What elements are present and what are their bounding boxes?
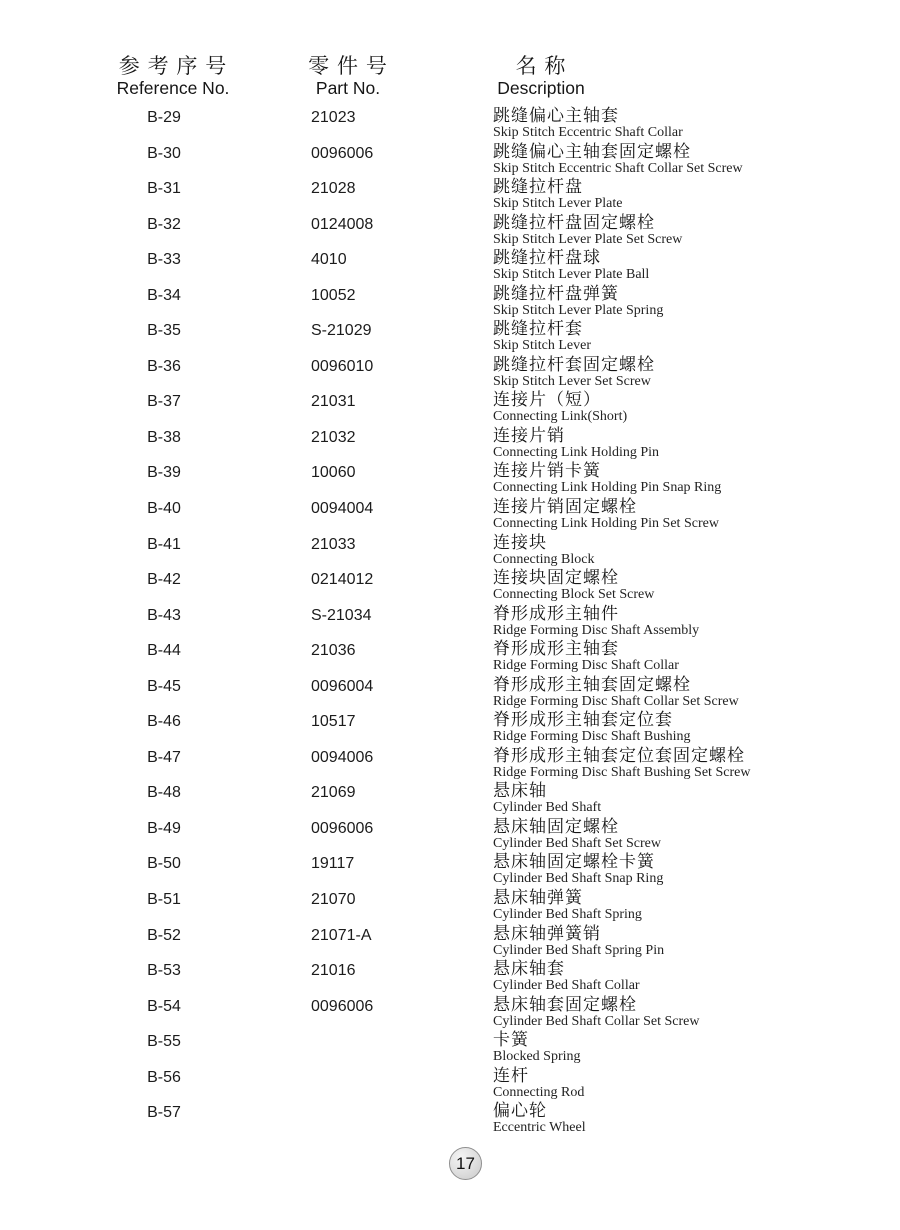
table-row [0, 674, 900, 713]
table-row [0, 179, 900, 215]
description [493, 426, 659, 460]
column-header-part-no [275, 55, 421, 98]
description-en: Cylinder Bed Shaft Spring [493, 907, 642, 923]
description-en: Ridge Forming Disc Shaft Collar Set Screw [493, 693, 739, 709]
table-row [0, 499, 900, 535]
table-row [0, 603, 900, 642]
reference-no: B-31 [147, 180, 181, 198]
description-zh: 跳缝拉杆盘弹簧 [493, 283, 619, 303]
part-no: 21032 [311, 428, 356, 446]
description [493, 1101, 586, 1135]
part-no: 0096006 [311, 997, 374, 1015]
part-no: 21071-A [311, 926, 372, 944]
description-zh: 悬床轴弹簧 [493, 888, 583, 908]
reference-no: B-55 [147, 1033, 181, 1051]
table-row [0, 745, 900, 784]
reference-no: B-32 [147, 215, 181, 233]
description-en: Skip Stitch Lever Plate [493, 196, 623, 212]
reference-no: B-48 [147, 784, 181, 802]
part-no: 10060 [311, 464, 356, 482]
description-en: Ridge Forming Disc Shaft Bushing Set Screw [493, 764, 751, 780]
reference-no: B-35 [147, 322, 181, 340]
reference-no: B-29 [147, 109, 181, 126]
description [493, 888, 642, 922]
reference-no: B-50 [147, 855, 181, 873]
part-no: S-21034 [311, 606, 372, 624]
description-zh: 脊形成形主轴套定位套 [493, 710, 673, 730]
part-no: 21036 [311, 642, 356, 660]
description-en: Cylinder Bed Shaft Collar Set Screw [493, 1013, 700, 1029]
part-no: 21031 [311, 393, 356, 411]
description-zh: 连接片销卡簧 [493, 461, 601, 481]
description-en: Connecting Block Set Screw [493, 587, 655, 603]
reference-no: B-43 [147, 606, 181, 624]
description-zh: 悬床轴弹簧销 [493, 923, 601, 943]
part-no: 0096006 [311, 144, 374, 162]
description [493, 213, 682, 247]
table-row [0, 816, 900, 855]
part-no: 21016 [311, 962, 356, 980]
description [493, 604, 699, 638]
description-en: Connecting Block [493, 551, 595, 567]
reference-no: B-51 [147, 891, 181, 909]
reference-no: B-39 [147, 464, 181, 482]
description-zh: 跳缝拉杆套 [493, 319, 583, 339]
column-header-reference-no-en: Reference No. [116, 78, 230, 98]
description [493, 1030, 581, 1064]
description-zh: 悬床轴固定螺栓 [493, 816, 619, 836]
description [493, 924, 664, 958]
description-en: Skip Stitch Lever Plate Spring [493, 302, 664, 318]
reference-no: B-45 [147, 677, 181, 695]
column-header-description-zh: 名 称 [515, 55, 567, 78]
description-en: Skip Stitch Lever Set Screw [493, 373, 651, 389]
column-header-part-no-zh: 零 件 号 [308, 55, 388, 78]
description-en: Connecting Link Holding Pin [493, 444, 660, 460]
part-no: 21028 [311, 180, 356, 198]
description-zh: 跳缝拉杆盘 [493, 177, 583, 197]
description-en: Cylinder Bed Shaft Set Screw [493, 835, 661, 851]
table-row [0, 570, 900, 606]
description-en: Connecting Link Holding Pin Snap Ring [493, 480, 722, 496]
table-row [0, 923, 900, 962]
part-no: 21069 [311, 784, 356, 802]
column-header-description [493, 55, 589, 98]
table-row [0, 212, 900, 251]
parts-table [0, 108, 900, 1139]
part-no: 21033 [311, 535, 356, 553]
reference-no: B-30 [147, 144, 181, 162]
description-en: Blocked Spring [493, 1049, 581, 1065]
description [493, 461, 721, 495]
description [493, 781, 601, 815]
table-row [0, 994, 900, 1033]
description-zh: 悬床轴套 [493, 959, 565, 979]
table-row [0, 1103, 900, 1139]
description-en: Connecting Rod [493, 1084, 585, 1100]
column-header-reference-no [100, 55, 246, 98]
description [493, 355, 655, 389]
part-no: 0096004 [311, 677, 374, 695]
description-zh: 连接片销固定螺栓 [493, 497, 637, 517]
part-no: 21070 [311, 891, 356, 909]
part-no: 10052 [311, 286, 356, 304]
description-zh: 悬床轴套固定螺栓 [493, 994, 637, 1014]
part-no: 0124008 [311, 215, 374, 233]
part-no: 0214012 [311, 571, 374, 589]
reference-no: B-53 [147, 962, 181, 980]
description [493, 533, 595, 567]
description [493, 995, 699, 1029]
part-no: 0096006 [311, 819, 374, 837]
table-row [0, 283, 900, 322]
description [493, 817, 661, 851]
description-zh: 卡簧 [493, 1030, 529, 1050]
reference-no: B-57 [147, 1104, 181, 1122]
description [493, 177, 622, 211]
description-zh: 脊形成形主轴套定位套固定螺栓 [493, 745, 745, 765]
description-en: Connecting Link Holding Pin Set Screw [493, 516, 719, 532]
reference-no: B-41 [147, 535, 181, 553]
table-row [0, 532, 900, 571]
reference-no: B-52 [147, 926, 181, 944]
description [493, 284, 663, 318]
table-row [0, 1065, 900, 1104]
part-no: 21023 [311, 109, 356, 126]
description-zh: 脊形成形主轴套 [493, 639, 619, 659]
description-en: Skip Stitch Lever Plate Ball [493, 267, 650, 283]
description-en: Ridge Forming Disc Shaft Bushing [493, 729, 691, 745]
reference-no: B-54 [147, 997, 181, 1015]
table-row [0, 890, 900, 926]
description-en: Ridge Forming Disc Shaft Assembly [493, 622, 700, 638]
description-zh: 跳缝偏心主轴套固定螺栓 [493, 141, 691, 161]
part-no: 4010 [311, 251, 347, 269]
description-zh: 脊形成形主轴套固定螺栓 [493, 674, 691, 694]
reference-no: B-47 [147, 748, 181, 766]
description [493, 746, 750, 780]
table-row [0, 641, 900, 677]
part-no: S-21029 [311, 322, 372, 340]
reference-no: B-42 [147, 571, 181, 589]
reference-no: B-46 [147, 713, 181, 731]
description-en: Eccentric Wheel [493, 1120, 586, 1136]
description [493, 106, 683, 140]
description-zh: 悬床轴 [493, 781, 547, 801]
description [493, 959, 640, 993]
part-no: 0096010 [311, 357, 374, 375]
reference-no: B-44 [147, 642, 181, 660]
description-en: Skip Stitch Lever Plate Set Screw [493, 231, 683, 247]
part-no: 10517 [311, 713, 356, 731]
column-header-description-en: Description [497, 78, 585, 98]
description-zh: 跳缝偏心主轴套 [493, 106, 619, 125]
description [493, 675, 739, 709]
description-en: Skip Stitch Eccentric Shaft Collar Set Screw [493, 160, 743, 176]
table-row [0, 108, 900, 144]
table-row [0, 712, 900, 748]
reference-no: B-40 [147, 500, 181, 518]
reference-no: B-38 [147, 428, 181, 446]
reference-no: B-56 [147, 1068, 181, 1086]
description [493, 497, 719, 531]
reference-no: B-36 [147, 357, 181, 375]
part-no: 19117 [311, 855, 355, 873]
description [493, 319, 591, 353]
table-row [0, 392, 900, 428]
table-row [0, 250, 900, 286]
reference-no: B-37 [147, 393, 181, 411]
description-en: Connecting Link(Short) [493, 409, 628, 425]
description [493, 710, 691, 744]
part-no: 0094004 [311, 500, 374, 518]
description-en: Ridge Forming Disc Shaft Collar [493, 658, 679, 674]
description [493, 248, 649, 282]
part-no: 0094006 [311, 748, 374, 766]
table-row [0, 321, 900, 357]
column-header-reference-no-zh: 参 考 序 号 [118, 55, 228, 78]
description-en: Cylinder Bed Shaft Snap Ring [493, 871, 664, 887]
description-zh: 连接片（短） [493, 390, 601, 410]
description [493, 142, 743, 176]
description-zh: 跳缝拉杆盘固定螺栓 [493, 212, 655, 232]
description-zh: 脊形成形主轴件 [493, 603, 619, 623]
reference-no: B-33 [147, 251, 181, 269]
description-en: Skip Stitch Eccentric Shaft Collar [493, 125, 683, 140]
table-row [0, 854, 900, 890]
table-row [0, 354, 900, 393]
description-zh: 连接块 [493, 532, 547, 552]
table-row [0, 783, 900, 819]
description-en: Cylinder Bed Shaft [493, 800, 602, 816]
description [493, 639, 679, 673]
table-row [0, 425, 900, 464]
description-en: Skip Stitch Lever [493, 338, 591, 354]
reference-no: B-34 [147, 286, 181, 304]
table-row [0, 463, 900, 499]
description [493, 852, 663, 886]
description [493, 390, 627, 424]
description-zh: 连接块固定螺栓 [493, 568, 619, 588]
description-zh: 悬床轴固定螺栓卡簧 [493, 852, 655, 872]
description-zh: 跳缝拉杆盘球 [493, 248, 601, 268]
description [493, 1066, 584, 1100]
description [493, 568, 654, 602]
description-zh: 跳缝拉杆套固定螺栓 [493, 354, 655, 374]
description-zh: 偏心轮 [493, 1101, 547, 1121]
description-zh: 连接片销 [493, 425, 565, 445]
table-row [0, 1032, 900, 1068]
description-zh: 连杆 [493, 1065, 529, 1085]
page-number-badge: 17 [449, 1147, 482, 1180]
description-en: Cylinder Bed Shaft Spring Pin [493, 942, 665, 958]
description-en: Cylinder Bed Shaft Collar [493, 978, 640, 994]
column-header-part-no-en: Part No. [315, 78, 381, 98]
table-row [0, 141, 900, 180]
reference-no: B-49 [147, 819, 181, 837]
table-row [0, 961, 900, 997]
